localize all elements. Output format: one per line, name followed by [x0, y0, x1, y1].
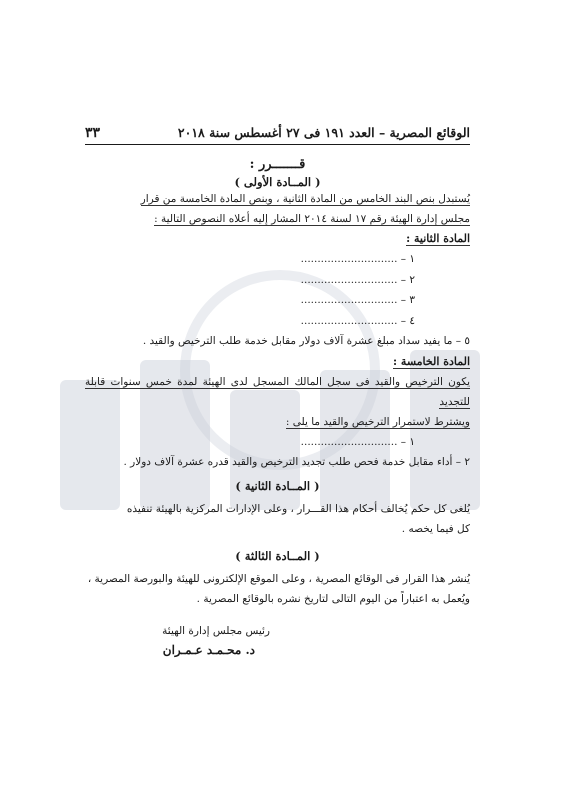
signer-name: د. محـمـد عـمـران — [162, 642, 255, 657]
page-number: ٣٣ — [85, 125, 101, 141]
list-item: ١ – ............................. — [300, 253, 415, 265]
article-3-line-1: يُنشر هذا القرار فى الوقائع المصرية ، وعلى الموقع الإلكترونى للهيئة والبورصة المصرية ، — [87, 572, 470, 585]
document-page — [85, 125, 470, 657]
list-item: ٤ – ............................. — [300, 314, 415, 327]
header-title: الوقائع المصرية – العدد ١٩١ فى ٢٧ أغسطس سنة ٢٠١٨ — [177, 125, 470, 140]
article-5-line-1: يكون الترخيص والقيد فى سجل المالك المسجل لدى الهيئة لمدة خمس سنوات قابلة للتجديد — [85, 375, 470, 408]
list-item: ١ – ............................. — [300, 435, 415, 448]
list-item: ٢ – ............................. — [300, 273, 415, 286]
article-1-subtitle: المادة الثانية : — [406, 232, 470, 245]
list-item: ٣ – ............................. — [300, 294, 415, 306]
list-item: ٢ – أداء مقابل خدمة فحص طلب تجديد الترخيص والقيد قدره عشرة آلاف دولار . — [123, 456, 470, 468]
article-2-line-1: يُلغى كل حكم يُخالف أحكام هذا القـــرار ، وعلى الإدارات المركزية بالهيئة تنفيذه — [126, 502, 470, 515]
signer-role: رئيس مجلس إدارة الهيئة — [162, 624, 270, 637]
article-5-line-2: ويشترط لاستمرار الترخيص والقيد ما يلى : — [285, 415, 470, 428]
article-1-title: ( المــادة الأولى ) — [234, 175, 321, 189]
decision-title: قـــــــرر : — [249, 157, 306, 172]
article-1-line-2: مجلس إدارة الهيئة رقم ١٧ لسنة ٢٠١٤ المشار إليه أعلاه النصوص التالية : — [154, 213, 470, 225]
article-3-line-2: ويُعمل به اعتباراً من اليوم التالى لتاريخ نشره بالوقائع المصرية . — [196, 592, 470, 605]
list-item: ٥ – ما يفيد سداد مبلغ عشرة آلاف دولار مقابل خدمة طلب الترخيص والقيد . — [142, 335, 470, 347]
article-2-line-2: كل فيما يخصه . — [401, 522, 470, 535]
article-5-subtitle: المادة الخامسة : — [393, 354, 470, 368]
article-2-title: ( المــادة الثانية ) — [235, 478, 320, 493]
article-3-title: ( المــادة الثالثة ) — [235, 548, 320, 563]
page-header — [85, 125, 470, 145]
article-1-line-1: يُستبدل بنص البند الخامس من المادة الثانية ، وبنص المادة الخامسة من قرار — [140, 193, 470, 205]
